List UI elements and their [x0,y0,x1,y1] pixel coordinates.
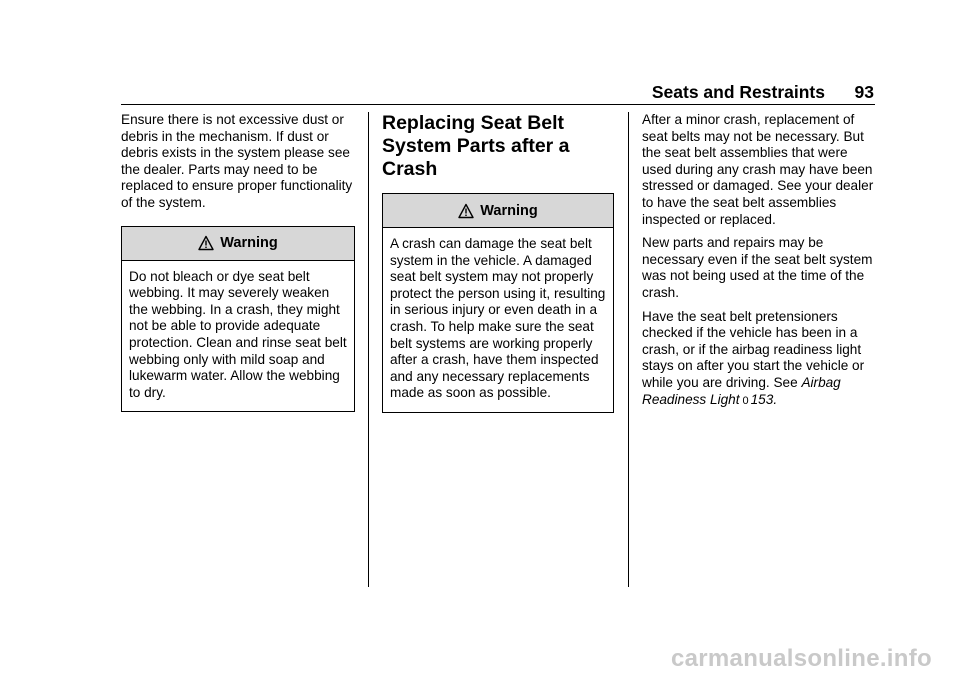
cross-reference-page[interactable]: 153 [750,391,774,407]
cross-reference-link[interactable]: Airbag Readiness Light [642,374,841,407]
page-number: 93 [854,82,874,102]
warning-label: Warning [220,235,278,252]
section-title: Replacing Seat Belt System Parts after a Crash [382,112,570,180]
warning-box [382,193,614,413]
sentence-end: . [773,391,778,407]
warning-header [383,194,613,228]
warning-triangle-icon [198,235,214,251]
watermark: carmanualsonline.info [670,645,932,672]
paragraph-text: Have the seat belt pretensioners checked if the vehicle has been in a crash, or if the airbag readiness light stays on after you start the vehicle or while you are driving. See [642,308,865,390]
warning-text: A crash can damage the seat belt system in the vehicle. A damaged seat belt system may not properly protect the person using it, resulting in serious injury or even death in a crash. To help make sure the seat belt systems are working properly after a crash, have them inspected and any necessary replacements made as soon as possible. [390,236,606,401]
column-divider-right [628,112,629,587]
paragraph: After a minor crash, replacement of seat belts may not be necessary. But the seat belt assemblies that were used during any crash may have been stressed or damaged. See your dealer to have the seat belt assemblies inspected or replaced. [642,112,874,227]
warning-label: Warning [480,202,538,219]
warning-text: Do not bleach or dye seat belt webbing. It may severely weaken the webbing. In a crash, they might not be able to provide adequate protection. Clean and rinse seat belt webbing only with mild soap and lukewarm water. Allow the webbing to dry. [129,268,347,400]
middle-column [382,112,614,413]
left-column [121,112,355,412]
warning-box [121,226,355,413]
column-divider-left [368,112,369,587]
warning-header [122,227,354,261]
page-reference-icon: 0 [742,394,749,407]
section-header-title: Seats and Restraints [651,82,825,102]
warning-triangle-icon [458,203,474,219]
paragraph [642,309,876,410]
paragraph: New parts and repairs may be necessary even if the seat belt system was not being used at the time of the crash. [642,235,873,300]
right-column [642,112,876,416]
intro-paragraph: Ensure there is not excessive dust or debris in the mechanism. If dust or debris exists in the system please see the dealer. Parts may need to be replaced to ensure proper functionality of the system. [121,112,353,210]
page-header [121,82,875,105]
